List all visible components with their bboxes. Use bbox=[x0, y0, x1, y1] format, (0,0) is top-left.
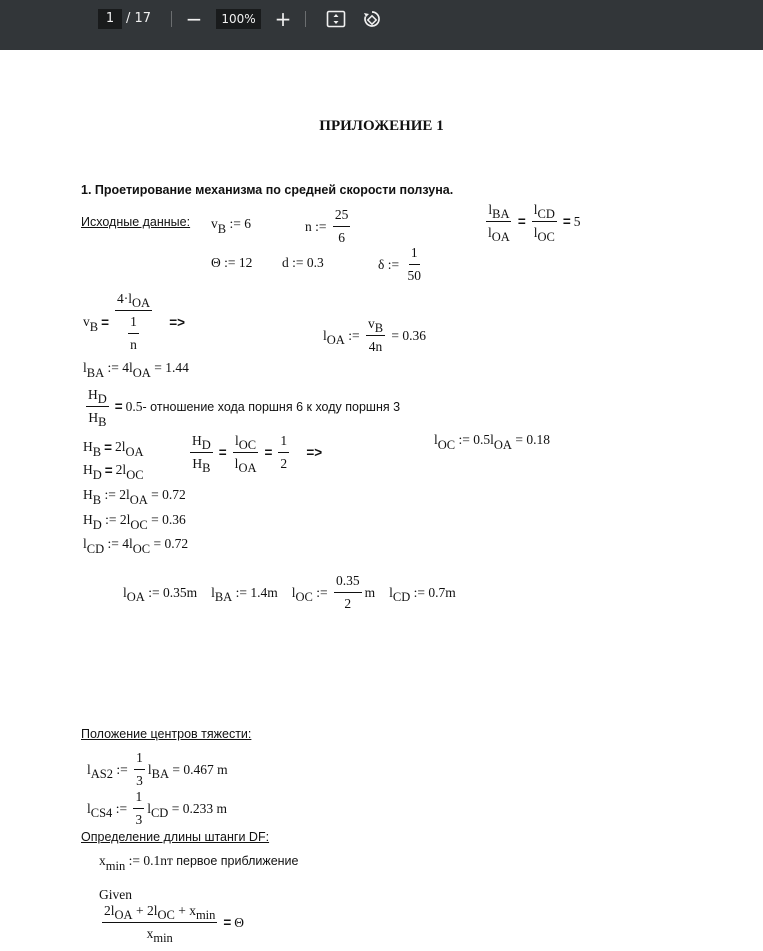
math-text: 2 bbox=[344, 596, 352, 611]
math-text: 3 bbox=[136, 773, 143, 788]
rotate-icon bbox=[362, 9, 382, 29]
math-text: H bbox=[192, 433, 202, 448]
math-operator: = bbox=[218, 445, 227, 460]
math-text: := 1.4m bbox=[232, 584, 278, 600]
math-text: := 4l bbox=[104, 536, 133, 551]
math-fraction bbox=[133, 789, 144, 828]
math-subscript: OC bbox=[437, 437, 456, 452]
formula bbox=[389, 584, 456, 604]
math-operator: = bbox=[104, 462, 113, 478]
math-subscript: BA bbox=[86, 365, 105, 380]
zoom-level-input[interactable]: 100% bbox=[216, 9, 261, 29]
math-text: l bbox=[147, 761, 152, 777]
section-heading: 1. Проетирование механизма по средней скорости ползуна. bbox=[81, 183, 454, 197]
math-text: := 0.5l bbox=[455, 432, 494, 447]
math-text: 5 bbox=[573, 213, 581, 229]
fraction-denominator bbox=[123, 311, 144, 353]
formula bbox=[87, 750, 228, 789]
math-text: l bbox=[291, 584, 296, 600]
math-text: 1 bbox=[135, 789, 143, 804]
math-fraction bbox=[134, 750, 145, 789]
math-text: l bbox=[83, 536, 87, 551]
math-subscript: OC bbox=[157, 907, 175, 922]
centers-of-gravity-heading: Положение центров тяжести: bbox=[81, 727, 252, 741]
formula bbox=[211, 255, 252, 271]
math-text: 1 bbox=[136, 750, 143, 765]
math-text: m bbox=[364, 584, 376, 600]
math-subscript: D bbox=[97, 391, 107, 406]
math-text: H bbox=[88, 410, 99, 425]
math-operator: => bbox=[158, 314, 186, 330]
fraction-denominator bbox=[278, 453, 289, 472]
formula bbox=[211, 216, 251, 236]
fraction-numerator bbox=[133, 789, 144, 809]
formula bbox=[83, 487, 186, 507]
formula bbox=[83, 291, 188, 353]
math-subscript: B bbox=[374, 320, 384, 335]
fraction-denominator bbox=[367, 336, 385, 355]
fraction-denominator bbox=[233, 453, 259, 475]
fraction-numerator bbox=[128, 314, 139, 334]
fraction-numerator bbox=[86, 387, 109, 407]
math-operator: = bbox=[101, 314, 109, 330]
math-fraction bbox=[486, 202, 512, 244]
math-text: := bbox=[113, 761, 132, 777]
formula bbox=[99, 853, 299, 873]
math-fraction bbox=[278, 433, 289, 472]
math-text: l bbox=[323, 327, 327, 343]
math-text: 2l bbox=[114, 439, 126, 454]
math-fraction bbox=[128, 314, 139, 353]
math-fraction bbox=[532, 202, 557, 244]
math-text: 0.35 bbox=[335, 573, 360, 588]
formula bbox=[282, 255, 324, 271]
math-subscript: OC bbox=[295, 590, 313, 604]
math-text: = 0.36 bbox=[388, 327, 427, 343]
math-fraction bbox=[334, 573, 362, 612]
math-operator: = bbox=[562, 214, 571, 229]
math-text: v bbox=[211, 216, 218, 231]
formula bbox=[83, 439, 144, 459]
rod-length-heading: Определение длины штанги DF: bbox=[81, 830, 270, 844]
math-fraction bbox=[86, 387, 109, 429]
math-subscript: OA bbox=[129, 492, 148, 507]
math-text: 0.5 bbox=[125, 398, 143, 414]
fraction-numerator bbox=[409, 245, 420, 265]
math-text: + 2l bbox=[132, 903, 158, 918]
math-text: l bbox=[434, 432, 438, 447]
fraction-numerator bbox=[366, 316, 385, 336]
math-text: := 2l bbox=[101, 487, 130, 502]
math-text: 2 bbox=[280, 456, 288, 471]
zoom-in-button[interactable]: + bbox=[274, 7, 292, 31]
pdf-toolbar bbox=[0, 0, 763, 50]
math-subscript: D bbox=[92, 517, 102, 532]
math-text: Given bbox=[99, 887, 132, 902]
fraction-numerator bbox=[334, 573, 362, 593]
math-subscript: D bbox=[201, 437, 211, 452]
math-text: 6 bbox=[338, 230, 345, 245]
math-text: + x bbox=[174, 903, 196, 918]
fraction-numerator bbox=[486, 202, 511, 222]
fraction-denominator bbox=[190, 453, 212, 475]
math-text: H bbox=[192, 456, 203, 471]
page-total: / 17 bbox=[126, 11, 152, 26]
math-text: = 0.233 m bbox=[168, 800, 227, 816]
math-text: Θ bbox=[234, 914, 245, 930]
math-text: := 0.1nт bbox=[125, 853, 177, 868]
math-subscript: CD bbox=[537, 206, 555, 221]
math-text: l bbox=[87, 800, 91, 816]
math-text: l bbox=[533, 225, 538, 240]
toolbar-divider bbox=[171, 11, 172, 27]
math-operator: = bbox=[223, 915, 232, 930]
math-subscript: CS4 bbox=[90, 806, 113, 820]
math-text: := 6 bbox=[226, 216, 251, 231]
math-subscript: OC bbox=[132, 541, 151, 556]
annotation-text: - отношение хода поршня 6 к ходу поршня 3 bbox=[142, 399, 401, 414]
math-fraction bbox=[102, 903, 217, 945]
math-text: δ := bbox=[378, 256, 403, 272]
formula bbox=[83, 387, 401, 429]
fraction-denominator bbox=[133, 809, 144, 828]
math-subscript: B bbox=[92, 444, 102, 459]
math-text: l bbox=[488, 225, 492, 240]
math-text: l bbox=[235, 433, 239, 448]
math-text: := 0.35m bbox=[144, 584, 198, 600]
math-fraction bbox=[190, 433, 213, 475]
formula bbox=[83, 360, 189, 380]
math-subscript: B bbox=[92, 492, 102, 507]
math-subscript: OA bbox=[125, 444, 144, 459]
math-subscript: OC bbox=[537, 229, 555, 244]
math-subscript: CD bbox=[86, 541, 105, 556]
math-subscript: BA bbox=[214, 590, 233, 604]
math-text: x bbox=[99, 853, 106, 868]
math-text: = 0.36 bbox=[147, 512, 186, 527]
math-text: v bbox=[83, 314, 90, 329]
math-fraction bbox=[333, 207, 351, 246]
math-text: 50 bbox=[407, 268, 421, 283]
fraction-denominator bbox=[134, 770, 145, 789]
math-text: 3 bbox=[135, 812, 143, 827]
math-text: l bbox=[533, 202, 538, 217]
math-subscript: B bbox=[217, 221, 227, 236]
math-text: H bbox=[83, 439, 93, 454]
math-text: := 4l bbox=[104, 360, 133, 375]
final-lengths-row bbox=[123, 573, 456, 612]
formula bbox=[99, 903, 245, 945]
math-text: := bbox=[344, 327, 363, 343]
math-text: = 0.72 bbox=[147, 487, 186, 502]
math-text: 4n bbox=[368, 339, 383, 354]
fraction-numerator bbox=[190, 433, 213, 453]
math-subscript: BA bbox=[151, 767, 170, 781]
fraction-denominator bbox=[405, 265, 423, 284]
math-subscript: B bbox=[98, 414, 107, 429]
formula bbox=[83, 462, 144, 482]
math-text: H bbox=[83, 462, 93, 477]
math-subscript: OA bbox=[493, 437, 512, 452]
math-subscript: OA bbox=[238, 460, 257, 475]
math-text: := bbox=[112, 800, 131, 816]
math-subscript: CD bbox=[392, 590, 411, 604]
fraction-denominator bbox=[336, 227, 347, 246]
math-text: H bbox=[83, 487, 93, 502]
math-text: := 0.7m bbox=[410, 584, 456, 600]
math-text: H bbox=[88, 387, 98, 402]
math-text: l bbox=[147, 800, 151, 816]
formula bbox=[187, 433, 325, 475]
math-subscript: B bbox=[89, 319, 99, 334]
fraction-numerator bbox=[333, 207, 351, 227]
formula bbox=[434, 432, 550, 452]
fraction-numerator bbox=[532, 202, 557, 222]
fraction-numerator bbox=[233, 433, 258, 453]
math-subscript: OC bbox=[130, 517, 148, 532]
math-text: l bbox=[83, 360, 87, 375]
appendix-title: ПРИЛОЖЕНИЕ 1 bbox=[319, 118, 444, 134]
math-text: l bbox=[87, 761, 91, 777]
formula bbox=[292, 573, 375, 612]
math-text: := bbox=[312, 584, 331, 600]
formula bbox=[483, 202, 581, 244]
math-subscript: OA bbox=[126, 590, 145, 604]
math-operator: => bbox=[295, 445, 323, 460]
math-subscript: OA bbox=[326, 333, 345, 347]
fraction-denominator bbox=[532, 222, 557, 244]
math-text: 1 bbox=[130, 314, 137, 329]
annotation-text: первое приближение bbox=[176, 854, 299, 868]
source-data-label: Исходные данные: bbox=[81, 215, 191, 229]
math-text: 25 bbox=[334, 207, 349, 222]
toolbar-divider bbox=[305, 11, 306, 27]
fraction-denominator bbox=[342, 593, 353, 612]
math-subscript: OC bbox=[126, 467, 144, 482]
math-subscript: AS2 bbox=[90, 767, 113, 781]
math-subscript: OA bbox=[114, 907, 133, 922]
math-text: 1 bbox=[410, 245, 418, 260]
math-fraction bbox=[405, 245, 423, 284]
math-subscript: min bbox=[105, 858, 126, 873]
math-text: = 1.44 bbox=[150, 360, 189, 375]
formula bbox=[305, 207, 353, 246]
fit-page-button[interactable] bbox=[324, 7, 348, 31]
formula bbox=[83, 536, 189, 556]
formula bbox=[83, 512, 186, 532]
math-subscript: OC bbox=[238, 437, 257, 452]
math-fraction bbox=[115, 291, 152, 353]
math-text: H bbox=[83, 512, 93, 527]
math-subscript: CD bbox=[150, 806, 169, 820]
math-text: = 0.467 m bbox=[169, 761, 228, 777]
fraction-denominator bbox=[86, 407, 108, 429]
formula bbox=[211, 584, 278, 604]
math-text: 2l bbox=[115, 462, 127, 477]
math-text: v bbox=[367, 316, 375, 331]
math-subscript: BA bbox=[492, 206, 510, 221]
math-text: = 0.72 bbox=[150, 536, 189, 551]
math-operator: = bbox=[114, 399, 123, 414]
fraction-denominator bbox=[486, 222, 512, 244]
math-text: n := bbox=[305, 218, 330, 234]
fraction-numerator bbox=[115, 291, 152, 311]
formula bbox=[378, 245, 426, 284]
math-text: 1 bbox=[280, 433, 288, 448]
math-text: l bbox=[389, 584, 393, 600]
fit-page-icon bbox=[326, 10, 346, 28]
math-subscript: min bbox=[153, 930, 173, 945]
math-subscript: min bbox=[195, 907, 216, 922]
fraction-denominator bbox=[145, 923, 175, 945]
formula bbox=[87, 789, 227, 828]
fraction-numerator bbox=[134, 750, 145, 770]
math-subscript: OA bbox=[132, 365, 151, 380]
math-fraction bbox=[233, 433, 259, 475]
rotate-button[interactable] bbox=[360, 7, 384, 31]
zoom-out-button[interactable]: − bbox=[185, 7, 203, 31]
fraction-denominator bbox=[128, 334, 139, 353]
math-text: 2l bbox=[104, 903, 115, 918]
math-text: 4·l bbox=[116, 291, 132, 306]
math-fraction bbox=[366, 316, 385, 355]
math-text: = 0.18 bbox=[511, 432, 550, 447]
math-text: l bbox=[211, 584, 215, 600]
math-operator: = bbox=[517, 214, 526, 229]
math-text: Θ := 12 bbox=[211, 255, 253, 270]
math-text: d := 0.3 bbox=[282, 255, 324, 270]
formula bbox=[99, 887, 132, 903]
math-subscript: OA bbox=[491, 229, 510, 244]
math-subscript: D bbox=[92, 467, 102, 482]
math-text: l bbox=[234, 456, 239, 471]
formula bbox=[123, 584, 198, 604]
math-text: := 2l bbox=[101, 512, 131, 527]
math-operator: = bbox=[264, 445, 273, 460]
math-subscript: OA bbox=[131, 295, 151, 310]
math-text: n bbox=[130, 337, 137, 352]
math-text: x bbox=[146, 926, 154, 941]
math-operator: = bbox=[104, 439, 112, 455]
fraction-numerator bbox=[102, 903, 217, 923]
math-subscript: B bbox=[202, 460, 211, 475]
formula bbox=[323, 316, 426, 355]
fraction-numerator bbox=[278, 433, 289, 453]
page-number-input[interactable]: 1 bbox=[98, 9, 122, 29]
math-text: l bbox=[123, 584, 127, 600]
math-text: l bbox=[488, 202, 493, 217]
